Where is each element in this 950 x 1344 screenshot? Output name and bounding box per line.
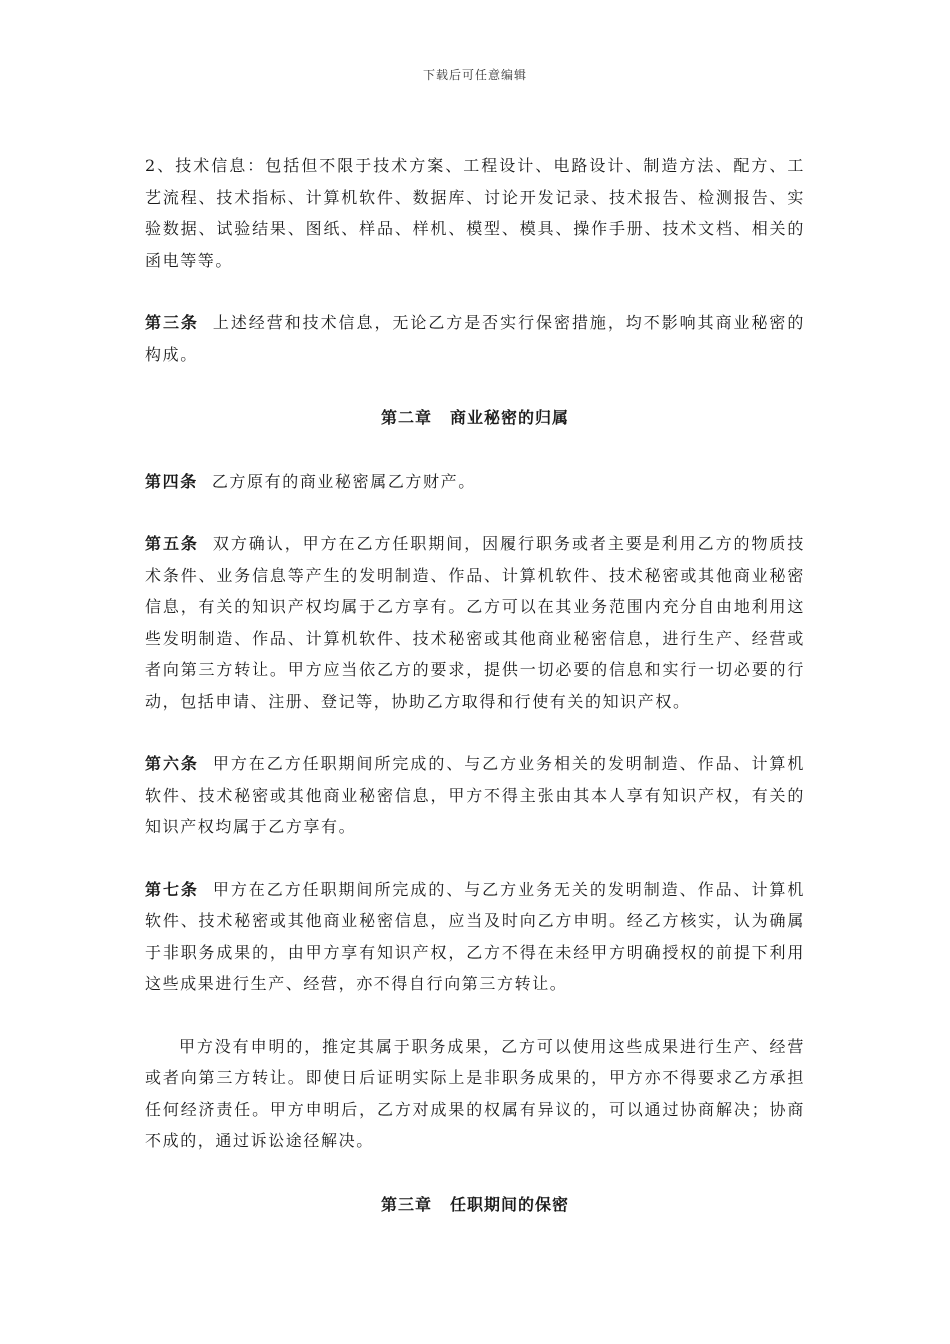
spacer [145, 843, 805, 874]
spacer [145, 497, 805, 528]
page-header-note: 下载后可任意编辑 [422, 68, 527, 82]
chapter-2-heading [145, 402, 805, 434]
article-5-text: 双方确认，甲方在乙方任职期间，因履行职务或者主要是利用乙方的物质技术条件、业务信息等产生的发明制造、作品、计算机软件、技术秘密或其他商业秘密信息，有关的知识产权均属于乙方享有。乙方可以在其业务范围内充分自由地利用这些发明制造、作品、计算机软件、技术秘密或其他商业秘密信息，进行生产、经营或者向第三方转让。甲方应当依乙方的要求，提供一切必要的信息和实行一切必要的行动，包括申请、注册、登记等，协助乙方取得和行使有关的知识产权。 [145, 534, 805, 711]
article-4-text: 乙方原有的商业秘密属乙方财产。 [211, 471, 476, 491]
chapter-3-title: 任职期间的保密 [450, 1194, 570, 1214]
spacer [145, 370, 805, 402]
article-6-label: 第六条 [145, 754, 199, 773]
chapter-3-heading [145, 1189, 805, 1221]
article-6-text: 甲方在乙方任职期间所完成的、与乙方业务相关的发明制造、作品、计算机软件、技术秘密或其他商业秘密信息，甲方不得主张由其本人享有知识产权，有关的知识产权均属于乙方享有。 [145, 754, 805, 836]
document-body [145, 150, 805, 1220]
article-6 [145, 748, 805, 843]
article-4 [145, 466, 805, 498]
article-5-label: 第五条 [145, 534, 199, 553]
chapter-2-title: 商业秘密的归属 [450, 408, 570, 427]
spacer [145, 276, 805, 307]
chapter-3-number: 第三章 [380, 1194, 432, 1214]
article-7-text: 甲方在乙方任职期间所完成的、与乙方业务无关的发明制造、作品、计算机软件、技术秘密或其他商业秘密信息，应当及时向乙方申明。经乙方核实，认为确属于非职务成果的，由甲方享有知识产权，乙方不得在未经甲方明确授权的前提下利用这些成果进行生产、经营，亦不得自行向第三方转让。 [145, 879, 805, 993]
article-7-paragraph-2: 甲方没有申明的，推定其属于职务成果，乙方可以使用这些成果进行生产、经营或者向第三方转让。即使日后证明实际上是非职务成果的，甲方亦不得要求乙方承担任何经济责任。甲方申明后，乙方对成果的权属有异议的，可以通过协商解决；协商不成的，通过诉讼途径解决。 [145, 1036, 805, 1150]
article-5 [145, 528, 805, 717]
article-3-text: 上述经营和技术信息，无论乙方是否实行保密措施，均不影响其商业秘密的构成。 [145, 313, 805, 364]
article-3-label: 第三条 [145, 313, 199, 332]
clause-technical-info: 2、技术信息：包括但不限于技术方案、工程设计、电路设计、制造方法、配方、工艺流程、技术指标、计算机软件、数据库、讨论开发记录、技术报告、检测报告、实验数据、试验结果、图纸、样品、样机、模型、模具、操作手册、技术文档、相关的函电等等。 [145, 156, 805, 270]
spacer [145, 1157, 805, 1189]
article-7 [145, 874, 805, 1000]
article-3 [145, 307, 805, 370]
article-4-label: 第四条 [145, 471, 198, 491]
spacer [145, 1000, 805, 1031]
article-7-label: 第七条 [145, 879, 199, 899]
spacer [145, 434, 805, 466]
chapter-2-number: 第二章 [380, 408, 432, 427]
spacer [145, 717, 805, 748]
